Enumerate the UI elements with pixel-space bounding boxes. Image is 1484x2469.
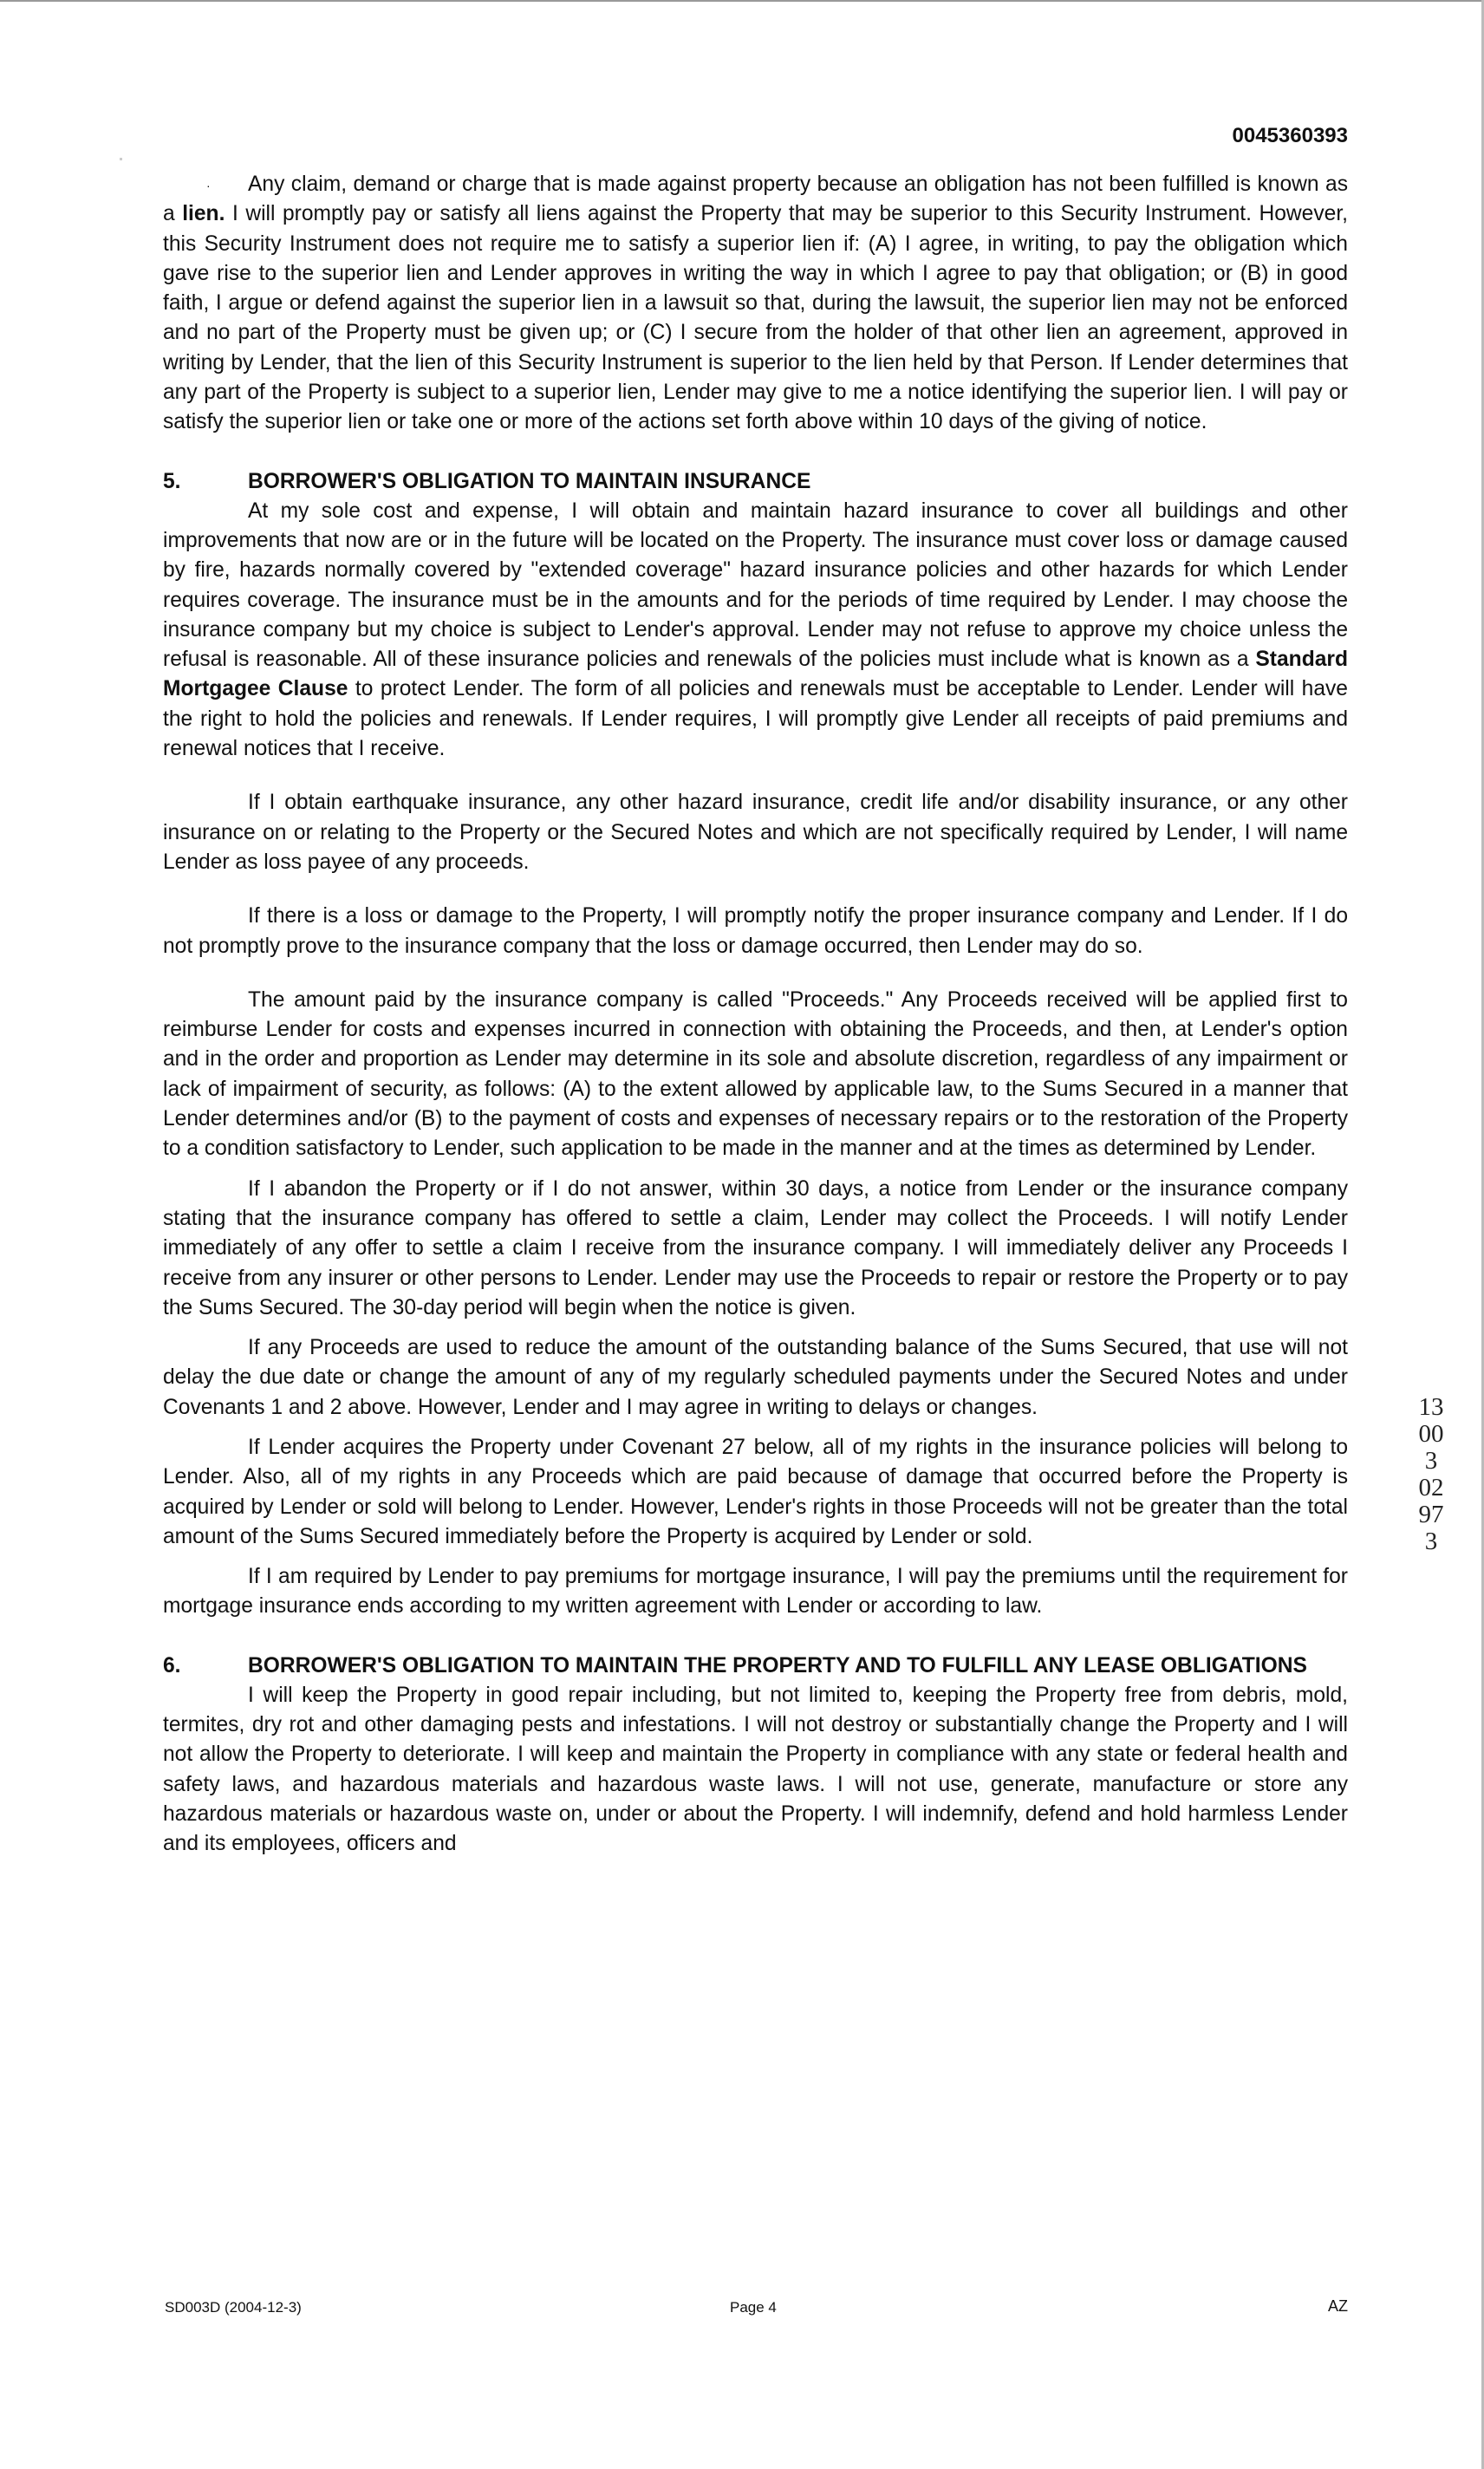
loan-number: 0045360393 [1232,124,1348,147]
bullet-mark: · [206,179,211,192]
section-5-paragraph-7: If Lender acquires the Property under Covenant 27 below, all of my rights in the insurance policies will belong to Lender. Also, all of my rights in any Proceeds which are paid because of damage that occurred before the Property is acquired by Lender or sold will belong to Lender. However, Lender's rights in those Proceeds will not be greater than the total amount of the Sums Secured immediately before the Property is acquired by Lender or sold. [163,1435,1348,1548]
document-body [163,170,1348,1860]
section-5-paragraph-8: If I am required by Lender to pay premiums for mortgage insurance, I will pay the premiums until the requirement for mortgage insurance ends according to my written agreement with Lender or according to law. [163,1565,1348,1619]
section-5-paragraph-5: If I abandon the Property or if I do not answer, within 30 days, a notice from Lender or the insurance company stating that the insurance company has offered to settle a claim, Lender may collect the Proceeds. I will notify Lender immediately of any offer to settle a claim I receive from the insurance company. I will immediately deliver any Proceeds I receive from any insurer or other persons to Lender. Lender may use the Proceeds to repair or restore the Property or to pay the Sums Secured. The 30-day period will begin when the notice is given. [163,1176,1348,1319]
section-number: 5. [163,469,181,493]
lien-term: lien. [182,202,225,226]
scan-top-edge [0,0,1484,2]
section-5-paragraph-1: At my sole cost and expense, I will obtain and maintain hazard insurance to cover all buildings and other improvements that now are or in the future will be located on the Property. The insurance must cover loss or damage caused by fire, hazards normally covered by "extended coverage" hazard insurance policies and other hazards for which Lender requires coverage. The insurance must be in the amounts and for the periods of time required by Lender. I may choose the insurance company but my choice is subject to Lender's approval. Lender may not refuse to approve my choice unless the refusal is reasonable. All of these insurance policies and renewals of the policies must include what is known as a Standard Mortgagee Clause to protect Lender. The form of all policies and renewals must be acceptable to Lender. Lender will have the right to hold the policies and renewals. If Lender requires, I will promptly give Lender all receipts of paid premiums and renewal notices that I receive. [163,498,1348,761]
section-6-paragraph-1: I will keep the Property in good repair including, but not limited to, keeping the Property free from debris, mold, termites, dry rot and other damaging pests and infestations. I will not destroy or substantially change the Property and I will not allow the Property to deteriorate. I will keep and maintain the Property in compliance with any state or federal health and safety laws, and hazardous materials and hazardous waste laws. I will not use, generate, manufacture or store any hazardous materials or hazardous waste on, under or about the Property. I will indemnify, defend and hold harmless Lender and its employees, officers and [163,1683,1348,1856]
lien-paragraph: Any claim, demand or charge that is made against property because an obligation has not been fulfilled is known as a lien. I will promptly pay or satisfy all liens against the Property that may be superior to this Security Instrument. However, this Security Instrument does not require me to satisfy a superior lien if: (A) I agree, in writing, to pay the obligation which gave rise to the superior lien and Lender approves in writing the way in which I agree to pay that obligation; or (B) in good faith, I argue or defend against the superior lien in a lawsuit so that, during the lawsuit, the superior lien may not be enforced and no part of the Property must be given up; or (C) I secure from the holder of that other lien an agreement, approved in writing by Lender, that the lien of this Security Instrument is superior to the lien held by that Person. If Lender determines that any part of the Property is subject to a superior lien, Lender may give to me a notice identifying the superior lien. I will pay or satisfy the superior lien or take one or more of the actions set forth above within 10 days of the giving of notice. [163,173,1348,434]
section-5-heading [163,467,1348,497]
standard-mortgagee-clause-term: Standard Mortgagee Clause [163,648,1348,701]
page-number: Page 4 [730,2299,777,2316]
section-6-heading [163,1651,1348,1681]
section-title: BORROWER'S OBLIGATION TO MAINTAIN INSURANCE [248,469,811,493]
section-5-paragraph-2: If I obtain earthquake insurance, any other hazard insurance, credit life and/or disability insurance, or any other insurance on or relating to the Property or the Secured Notes and which are not specifically required by Lender, I will name Lender as loss payee of any proceeds. [163,791,1348,874]
section-title: BORROWER'S OBLIGATION TO MAINTAIN THE PROPERTY AND TO FULFILL ANY LEASE OBLIGATIONS [248,1653,1307,1677]
state-code: AZ [1327,2297,1348,2315]
section-5-paragraph-4: The amount paid by the insurance company is called "Proceeds." Any Proceeds received will be applied first to reimburse Lender for costs and expenses incurred in connection with obtaining the Proceeds, and then, at Lender's option and in the order and proportion as Lender may determine in its sole and absolute discretion, regardless of any impairment or lack of impairment of security, as follows: (A) to the extent allowed by applicable law, to the Sums Secured in a manner that Lender determines and/or (B) to the payment of costs and expenses of necessary repairs or to the restoration of the Property to a condition satisfactory to Lender, such application to be made in the manner and at the times as determined by Lender. [163,987,1348,1161]
section-5-paragraph-3: If there is a loss or damage to the Property, I will promptly notify the proper insurance company and Lender. If I do not promptly prove to the insurance company that the loss or damage occurred, then Lender may do so. [163,904,1348,958]
section-number: 6. [163,1653,181,1677]
form-id: SD003D (2004-12-3) [165,2299,302,2316]
recording-number-stamp: 13003 02973 [1418,1393,1444,1555]
scan-speck [120,158,122,160]
section-5-paragraph-6: If any Proceeds are used to reduce the amount of the outstanding balance of the Sums Secured, that use will not delay the due date or change the amount of any of my regularly scheduled payments under the Secured Notes and under Covenants 1 and 2 above. However, Lender and I may agree in writing to delays or changes. [163,1336,1348,1419]
